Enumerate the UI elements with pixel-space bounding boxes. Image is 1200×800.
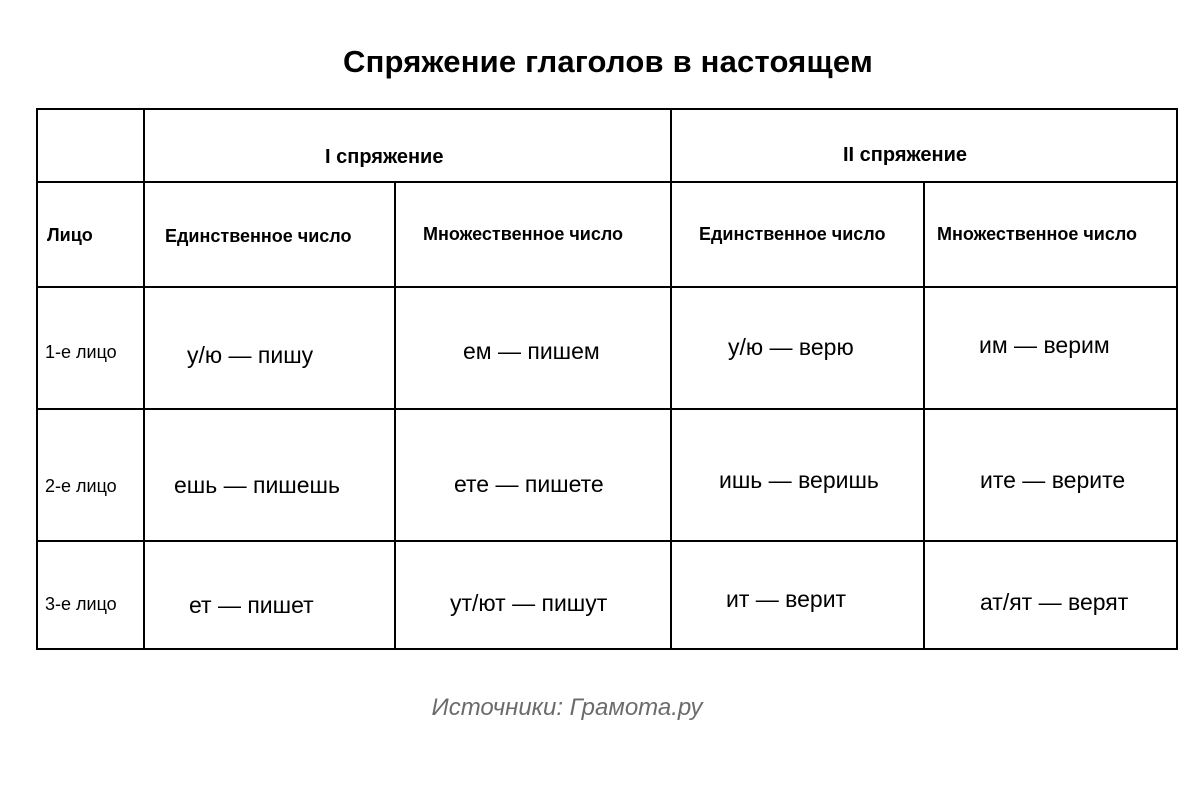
table-divider-col-2 [394, 181, 396, 648]
form-first-plural-i: ем — пишем [463, 338, 600, 364]
table-divider-row-2 [38, 286, 1176, 288]
person-label-third: 3-е лицо [45, 594, 117, 614]
person-label-first: 1-е лицо [45, 342, 117, 362]
subheader-plural-first: Множественное число [423, 224, 624, 244]
form-second-singular-ii: ишь — веришь [719, 467, 879, 493]
form-second-singular-i: ешь — пишешь [174, 472, 340, 498]
person-column-header: Лицо [47, 225, 93, 245]
form-third-singular-ii: ит — верит [726, 586, 847, 612]
table-divider-col-1 [143, 110, 145, 648]
conjugation-table [36, 108, 1178, 650]
subheader-singular-first: Единственное число [165, 226, 352, 246]
subheader-plural-second: Множественное число [937, 224, 1138, 244]
person-label-second: 2-е лицо [45, 476, 117, 496]
table-divider-col-4 [923, 181, 925, 648]
form-first-singular-i: у/ю — пишу [187, 342, 314, 368]
form-third-singular-i: ет — пишет [189, 592, 314, 618]
table-divider-row-3 [38, 408, 1176, 410]
form-second-plural-i: ете — пишете [454, 471, 604, 497]
page-title: Спряжение глаголов в настоящем [343, 44, 873, 79]
table-divider-col-3 [670, 110, 672, 648]
group-header-first-conjugation: I спряжение [325, 146, 444, 168]
form-second-plural-ii: ите — верите [980, 467, 1126, 493]
form-first-singular-ii: у/ю — верю [728, 334, 854, 360]
group-header-second-conjugation: II спряжение [843, 144, 968, 166]
table-divider-row-4 [38, 540, 1176, 542]
form-third-plural-i: ут/ют — пишут [450, 590, 608, 616]
subheader-singular-second: Единственное число [699, 224, 886, 244]
source-caption: Источники: Грамота.ру [431, 694, 703, 721]
table-divider-row-1 [38, 181, 1176, 183]
form-third-plural-ii: ат/ят — верят [980, 589, 1129, 615]
form-first-plural-ii: им — верим [979, 332, 1110, 358]
